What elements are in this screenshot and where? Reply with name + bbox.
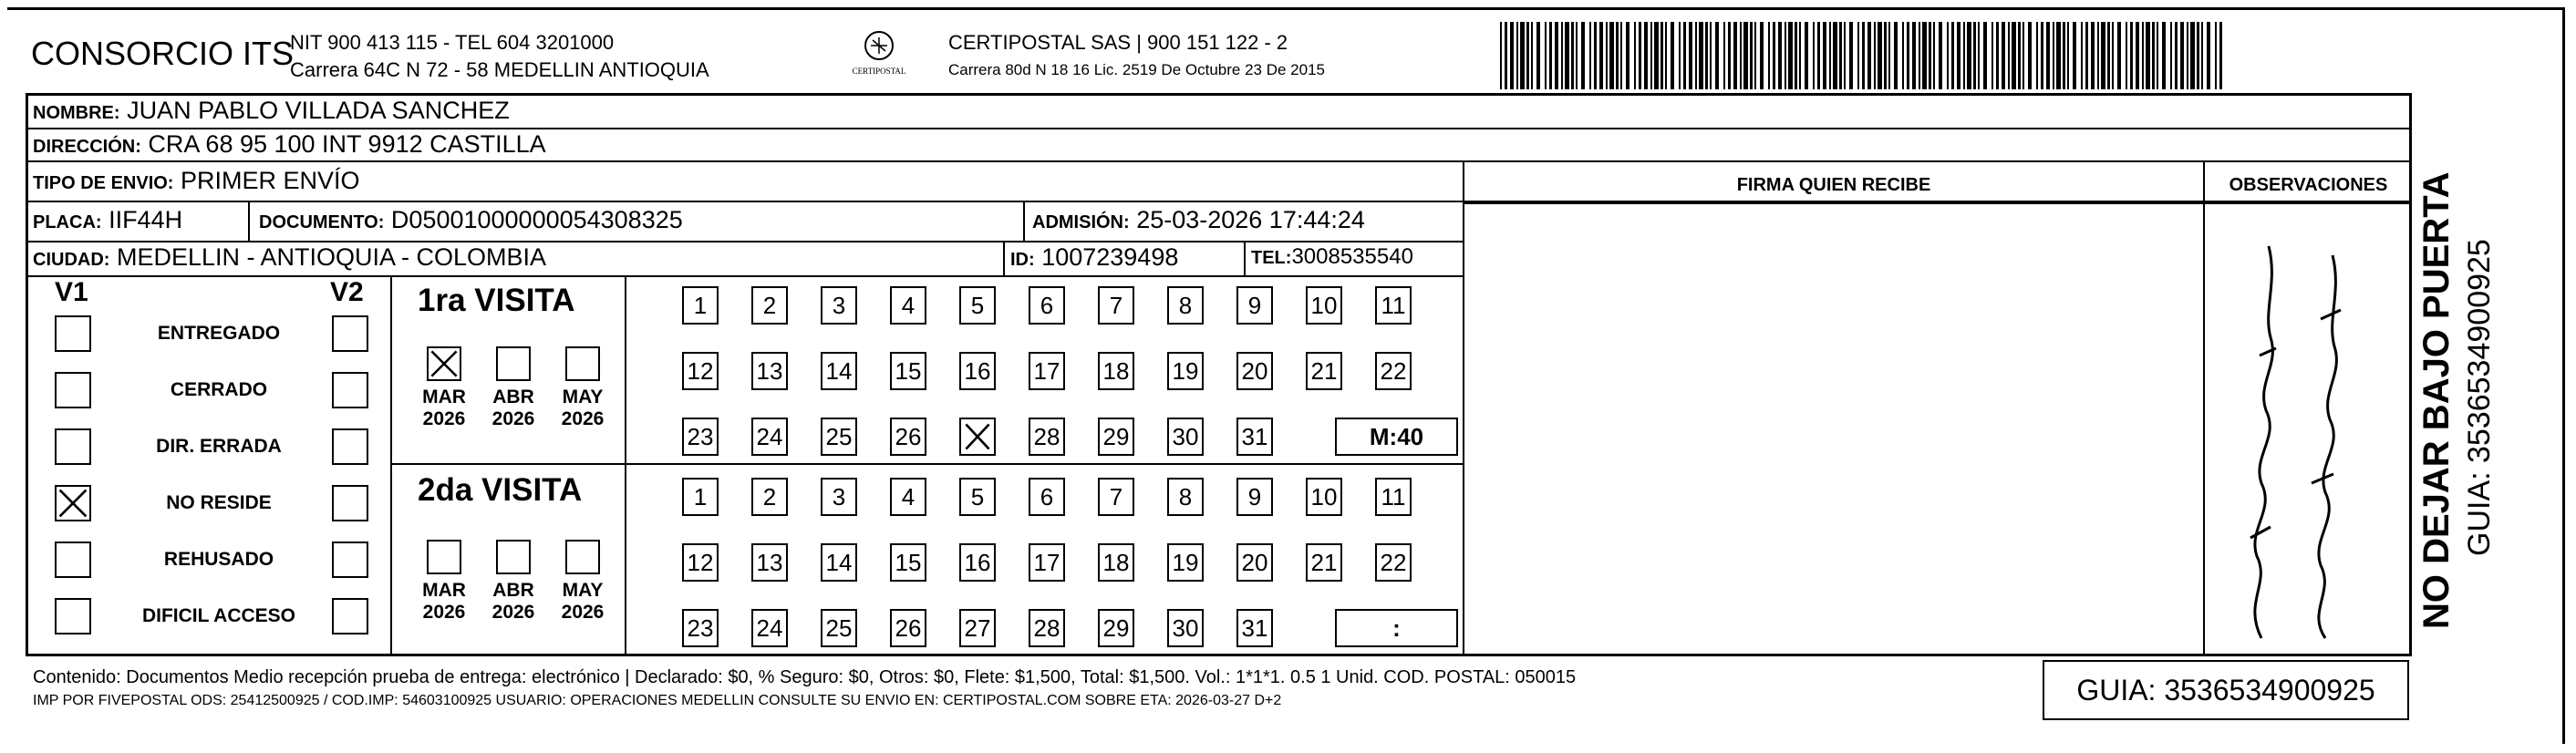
visit2-day-box[interactable]: 22 [1375,543,1412,582]
id-label: ID: [1010,250,1035,270]
visit2-day-box[interactable]: 12 [682,543,719,582]
placa-row [33,206,182,236]
v2-checkbox[interactable] [332,598,368,634]
side-warning: NO DEJAR BAJO PUERTA [2416,171,2457,629]
v1-checkbox[interactable] [55,598,91,634]
visit1-day-box[interactable]: 7 [1098,286,1134,325]
visit1-day-box[interactable]: 23 [682,418,719,456]
direccion-value: CRA 68 95 100 INT 9912 CASTILLA [148,130,546,158]
visit1-day-box[interactable] [959,418,996,456]
tel-label: TEL: [1251,248,1292,268]
visit1-day-box[interactable]: 31 [1236,418,1273,456]
visit1-day-box[interactable]: 9 [1236,286,1273,325]
tel-row [1251,243,1413,272]
visit2-day-box[interactable]: 14 [821,543,857,582]
visit1-day-box[interactable]: 28 [1029,418,1065,456]
certipostal-logo-icon [846,29,912,80]
observaciones-handwriting [2207,210,2411,653]
visit1-day-box[interactable]: 11 [1375,286,1412,325]
admision-value: 25-03-2026 17:44:24 [1136,206,1365,233]
visit2-month-label: MAY 2026 [561,580,605,623]
company-name: CONSORCIO ITS [31,35,295,72]
nombre-label: NOMBRE: [33,103,120,123]
documento-row [259,206,683,236]
visit1-month-checkbox[interactable] [496,346,531,381]
visit2-day-box[interactable]: 15 [890,543,926,582]
visit2-day-box[interactable]: 3 [821,478,857,516]
admision-label: ADMISIÓN: [1032,212,1130,232]
visit2-day-box[interactable]: 9 [1236,478,1273,516]
visit2-day-box[interactable]: 23 [682,609,719,647]
footer-print-info: IMP POR FIVEPOSTAL ODS: 25412500925 / COD.IMP: 54603100925 USUARIO: OPERACIONES MEDELLIN CONSULTE SU ENVIO EN: CERTIPOSTAL.COM SOBRE ETA: 2026-03-27 D+2 [33,693,1282,708]
tipo-value: PRIMER ENVÍO [180,167,360,194]
visit1-time-box[interactable]: M:40 [1335,418,1458,456]
id-value: 1007239498 [1041,243,1179,271]
visit1-day-box[interactable]: 25 [821,418,857,456]
visit2-title: 2da VISITA [418,472,583,508]
status-label: ENTREGADO [157,323,281,344]
visit2-day-box[interactable]: 18 [1098,543,1134,582]
visit1-day-box[interactable]: 1 [682,286,719,325]
visit2-day-box[interactable]: 17 [1029,543,1065,582]
visit1-day-box[interactable]: 5 [959,286,996,325]
visit2-day-box[interactable]: 5 [959,478,996,516]
visit2-day-box[interactable]: 7 [1098,478,1134,516]
logo-mark [863,29,895,62]
visit1-month-checkbox[interactable] [565,346,600,381]
visit1-day-box[interactable]: 17 [1029,352,1065,390]
visit1-day-box[interactable]: 26 [890,418,926,456]
carrier-name: CERTIPOSTAL SAS | 900 151 122 - 2 [948,31,1288,54]
visit2-month-checkbox[interactable] [427,540,461,574]
visit1-month-label: MAR 2026 [422,387,466,429]
visit1-month-checkbox[interactable] [427,346,461,381]
v2-checkbox[interactable] [332,428,368,465]
v2-checkbox[interactable] [332,542,368,578]
visit2-day-box[interactable]: 25 [821,609,857,647]
logo-label: CERTIPOSTAL [852,67,906,76]
visit1-day-box[interactable]: 16 [959,352,996,390]
documento-value: D05001000000054308325 [390,206,683,233]
documento-label: DOCUMENTO: [259,212,385,232]
visit1-day-box[interactable]: 18 [1098,352,1134,390]
observaciones-header: OBSERVACIONES [2229,175,2388,195]
company-info [290,29,709,84]
nombre-row [33,97,510,127]
visit1-day-box[interactable]: 21 [1306,352,1342,390]
ciudad-value: MEDELLIN - ANTIOQUIA - COLOMBIA [116,243,547,271]
visit1-day-box[interactable]: 19 [1167,352,1204,390]
v2-checkbox[interactable] [332,485,368,521]
id-row [1010,243,1178,273]
visit1-day-box[interactable]: 12 [682,352,719,390]
placa-label: PLACA: [33,212,102,232]
visit2-day-box[interactable]: 29 [1098,609,1134,647]
direccion-row [33,130,546,160]
v1-checkbox[interactable] [55,542,91,578]
company-nit: NIT 900 413 115 - TEL 604 3201000 [290,31,615,54]
visit2-month-label: ABR 2026 [491,580,535,623]
direccion-label: DIRECCIÓN: [33,137,141,157]
admision-row [1032,206,1365,236]
visit2-day-box[interactable]: 31 [1236,609,1273,647]
carrier-info [948,29,1325,84]
visit1-day-box[interactable]: 6 [1029,286,1065,325]
visit2-day-box[interactable]: 2 [751,478,788,516]
visit2-day-box[interactable]: 8 [1167,478,1204,516]
status-label: CERRADO [170,379,268,400]
visit2-day-box[interactable]: 28 [1029,609,1065,647]
placa-value: IIF44H [109,206,183,233]
firma-header: FIRMA QUIEN RECIBE [1736,175,1931,195]
company-address: Carrera 64C N 72 - 58 MEDELLIN ANTIOQUIA [290,58,709,81]
visit2-day-box[interactable]: 16 [959,543,996,582]
visit1-month-label: ABR 2026 [491,387,535,429]
visit1-day-box[interactable]: 20 [1236,352,1273,390]
v1-checkbox[interactable] [55,372,91,408]
v1-checkbox[interactable] [55,315,91,352]
visit2-day-box[interactable]: 11 [1375,478,1412,516]
visit2-day-box[interactable]: 21 [1306,543,1342,582]
visit2-day-box[interactable]: 19 [1167,543,1204,582]
v1-checkbox[interactable] [55,428,91,465]
visit1-day-box[interactable]: 22 [1375,352,1412,390]
visit1-day-box[interactable]: 29 [1098,418,1134,456]
visit1-day-box[interactable]: 3 [821,286,857,325]
visit2-day-box[interactable]: 24 [751,609,788,647]
nombre-value: JUAN PABLO VILLADA SANCHEZ [127,97,510,124]
visit2-day-box[interactable]: 20 [1236,543,1273,582]
guia-number: GUIA: 3536534900925 [2043,660,2409,720]
visit2-day-box[interactable]: 13 [751,543,788,582]
status-label: DIFICIL ACCESO [141,605,295,626]
visit2-day-box[interactable]: 6 [1029,478,1065,516]
tipo-label: TIPO DE ENVIO: [33,173,174,193]
visit1-title: 1ra VISITA [418,283,575,318]
v2-checkbox[interactable] [332,315,368,352]
v1-checkbox[interactable] [55,485,91,521]
visit1-day-box[interactable]: 30 [1167,418,1204,456]
visit2-day-box[interactable]: 1 [682,478,719,516]
side-guia: GUIA: 3536534900925 [2462,239,2497,556]
status-label: NO RESIDE [166,492,272,513]
visit1-day-box[interactable]: 13 [751,352,788,390]
visit1-day-box[interactable]: 2 [751,286,788,325]
visit1-day-box[interactable]: 4 [890,286,926,325]
ciudad-row [33,243,546,273]
carrier-address: Carrera 80d N 18 16 Lic. 2519 De Octubre 23 De 2015 [948,61,1325,78]
visit2-day-box[interactable]: 30 [1167,609,1204,647]
v1-header: V1 [55,277,88,307]
visit2-time-box[interactable]: : [1335,609,1458,647]
visit1-day-box[interactable]: 24 [751,418,788,456]
tipo-row [33,167,360,197]
tel-value: 3008535540 [1291,244,1413,269]
footer-contents: Contenido: Documentos Medio recepción prueba de entrega: electrónico | Declarado: $0, % Seguro: $0, Otros: $0, Flete: $1,500, Total: $1,500. Vol.: 1*1*1. 0.5 1 Unid. COD. POSTAL: 050015 [33,667,1577,687]
status-label: DIR. ERRADA [156,436,282,457]
visit1-day-box[interactable]: 15 [890,352,926,390]
visit2-day-box[interactable]: 4 [890,478,926,516]
visit1-day-box[interactable]: 14 [821,352,857,390]
v2-checkbox[interactable] [332,372,368,408]
visit1-day-box[interactable]: 10 [1306,286,1342,325]
visit1-month-label: MAY 2026 [561,387,605,429]
visit2-month-checkbox[interactable] [565,540,600,574]
visit2-month-label: MAR 2026 [422,580,466,623]
barcode [1500,22,2229,89]
visit2-day-box[interactable]: 10 [1306,478,1342,516]
visit2-month-checkbox[interactable] [496,540,531,574]
visit2-day-box[interactable]: 26 [890,609,926,647]
ciudad-label: CIUDAD: [33,250,110,270]
v2-header: V2 [330,277,364,307]
visit1-day-box[interactable]: 8 [1167,286,1204,325]
visit2-day-box[interactable]: 27 [959,609,996,647]
status-label: REHUSADO [163,549,274,570]
